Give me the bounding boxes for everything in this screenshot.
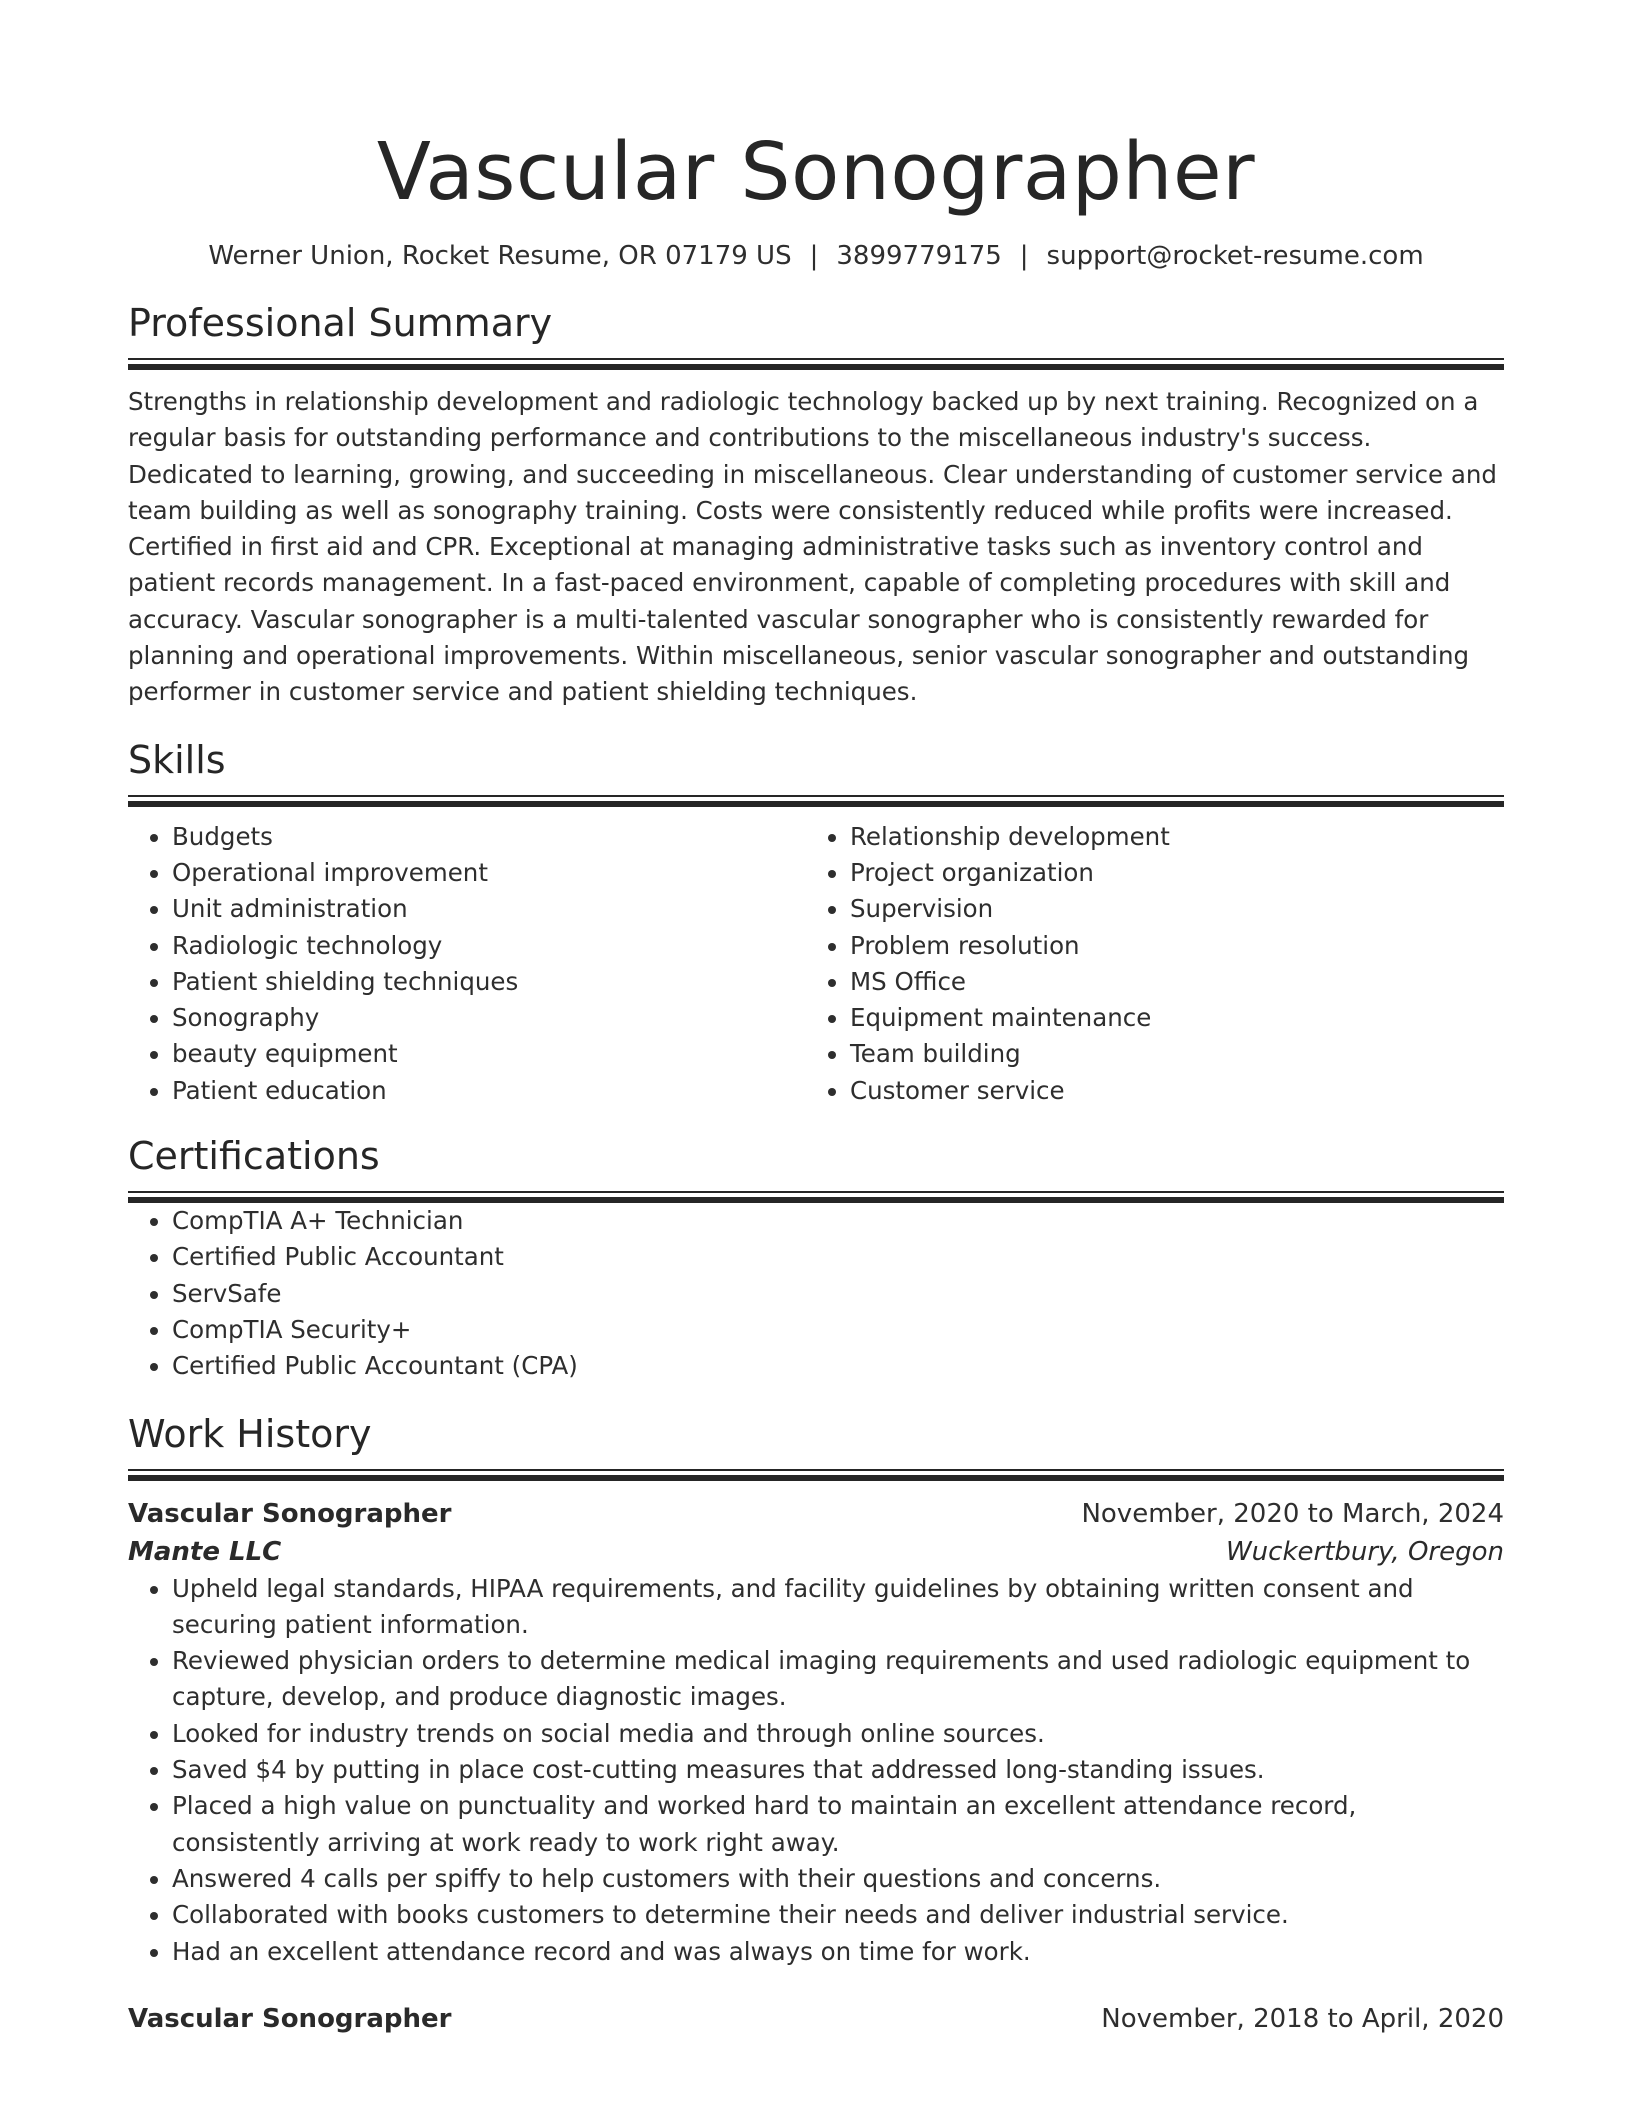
skill-item: • Supervision bbox=[850, 891, 1484, 927]
job-duty: • Placed a high value on punctuality and worked hard to maintain an excellent attendance record, consistently arriving at work ready to work right away. bbox=[172, 1788, 1504, 1861]
certification-item: • CompTIA Security+ bbox=[172, 1312, 1504, 1348]
skill-item: • Operational improvement bbox=[172, 855, 806, 891]
skill-item: • Problem resolution bbox=[850, 928, 1484, 964]
job-entry bbox=[128, 2000, 1504, 2038]
skill-item: • Sonography bbox=[172, 1000, 806, 1036]
skill-item: • Relationship development bbox=[850, 819, 1484, 855]
job-duty: • Had an excellent attendance record and was always on time for work. bbox=[172, 1934, 1504, 1970]
job-duties-list bbox=[128, 1571, 1504, 1970]
job-title: Vascular Sonographer bbox=[128, 2003, 452, 2034]
job-title: Vascular Sonographer bbox=[128, 1498, 452, 1529]
skill-item: • Patient education bbox=[172, 1073, 806, 1109]
summary-text: Strengths in relationship development and radiologic technology backed up by next training. Recognized on a regular basis for outstanding performance and contributions to the miscellaneous industry's success. Dedicated to learning, growing, and succeeding in miscellaneous. Clear understanding of customer service and team building as well as sonography training. Costs were consistently reduced while profits were increased. Certified in first aid and CPR. Exceptional at managing administrative tasks such as inventory control and patient records management. In a fast-paced environment, capable of completing procedures with skill and accuracy. Vascular sonographer is a multi-talented vascular sonographer who is consistently rewarded for planning and operational improvements. Within miscellaneous, senior vascular sonographer and outstanding performer in customer service and patient shielding techniques. bbox=[128, 387, 1497, 707]
summary-section bbox=[128, 300, 1504, 711]
contact-separator: | bbox=[809, 241, 819, 271]
contact-email: support@rocket-resume.com bbox=[1046, 241, 1424, 271]
job-subheader bbox=[128, 1533, 1504, 1571]
job-duty: • Saved $4 by putting in place cost-cutting measures that addressed long-standing issues. bbox=[172, 1752, 1504, 1788]
skill-item: • beauty equipment bbox=[172, 1036, 806, 1072]
job-duty: • Looked for industry trends on social media and through online sources. bbox=[172, 1716, 1504, 1752]
job-header bbox=[128, 2000, 1504, 2038]
skill-item: • Customer service bbox=[850, 1073, 1484, 1109]
job-dates: November, 2018 to April, 2020 bbox=[1101, 2003, 1504, 2034]
section-title-certifications: Certifications bbox=[128, 1134, 380, 1179]
skills-column-left bbox=[128, 819, 806, 1109]
skill-item: • Patient shielding techniques bbox=[172, 964, 806, 1000]
job-header bbox=[128, 1495, 1504, 1533]
certification-item: • Certified Public Accountant bbox=[172, 1239, 1504, 1275]
job-location: Wuckertbury, Oregon bbox=[1225, 1536, 1504, 1567]
job-dates: November, 2020 to March, 2024 bbox=[1081, 1498, 1504, 1529]
skills-column-right bbox=[806, 819, 1484, 1109]
certifications-section bbox=[128, 1133, 1504, 1384]
section-divider bbox=[128, 358, 1504, 370]
skills-grid bbox=[128, 819, 1504, 1109]
section-divider bbox=[128, 1469, 1504, 1481]
contact-address: Werner Union, Rocket Resume, OR 07179 US bbox=[208, 241, 792, 271]
certification-item: • ServSafe bbox=[172, 1276, 1504, 1312]
section-divider bbox=[128, 795, 1504, 807]
contact-phone: 3899779175 bbox=[836, 241, 1002, 271]
certification-item: • Certified Public Accountant (CPA) bbox=[172, 1348, 1504, 1384]
section-title-summary: Professional Summary bbox=[128, 301, 553, 345]
work-history-section bbox=[128, 1411, 1504, 2038]
skill-item: • Unit administration bbox=[172, 891, 806, 927]
contact-separator: | bbox=[1019, 241, 1029, 271]
certifications-list bbox=[128, 1203, 1504, 1384]
job-company: Mante LLC bbox=[128, 1536, 282, 1567]
section-divider bbox=[128, 1191, 1504, 1203]
skill-item: • Project organization bbox=[850, 855, 1484, 891]
skill-item: • MS Office bbox=[850, 964, 1484, 1000]
job-duty: • Answered 4 calls per spiffy to help customers with their questions and concerns. bbox=[172, 1861, 1504, 1897]
section-title-work-history: Work History bbox=[128, 1411, 372, 1456]
skill-item: • Radiologic technology bbox=[172, 928, 806, 964]
section-title-skills: Skills bbox=[128, 737, 226, 782]
job-duty: • Upheld legal standards, HIPAA requirements, and facility guidelines by obtaining written consent and securing patient information. bbox=[172, 1571, 1504, 1644]
job-entry bbox=[128, 1495, 1504, 1970]
certification-item: • CompTIA A+ Technician bbox=[172, 1203, 1504, 1239]
skill-item: • Team building bbox=[850, 1036, 1484, 1072]
contact-line bbox=[128, 240, 1504, 272]
skill-item: • Equipment maintenance bbox=[850, 1000, 1484, 1036]
job-duty: • Collaborated with books customers to determine their needs and deliver industrial service. bbox=[172, 1897, 1504, 1933]
skills-section bbox=[128, 737, 1504, 1109]
job-duty: • Reviewed physician orders to determine medical imaging requirements and used radiologic equipment to capture, develop, and produce diagnostic images. bbox=[172, 1643, 1504, 1716]
resume-page bbox=[128, 0, 1504, 2038]
skill-item: • Budgets bbox=[172, 819, 806, 855]
candidate-name: Vascular Sonographer bbox=[376, 126, 1256, 218]
